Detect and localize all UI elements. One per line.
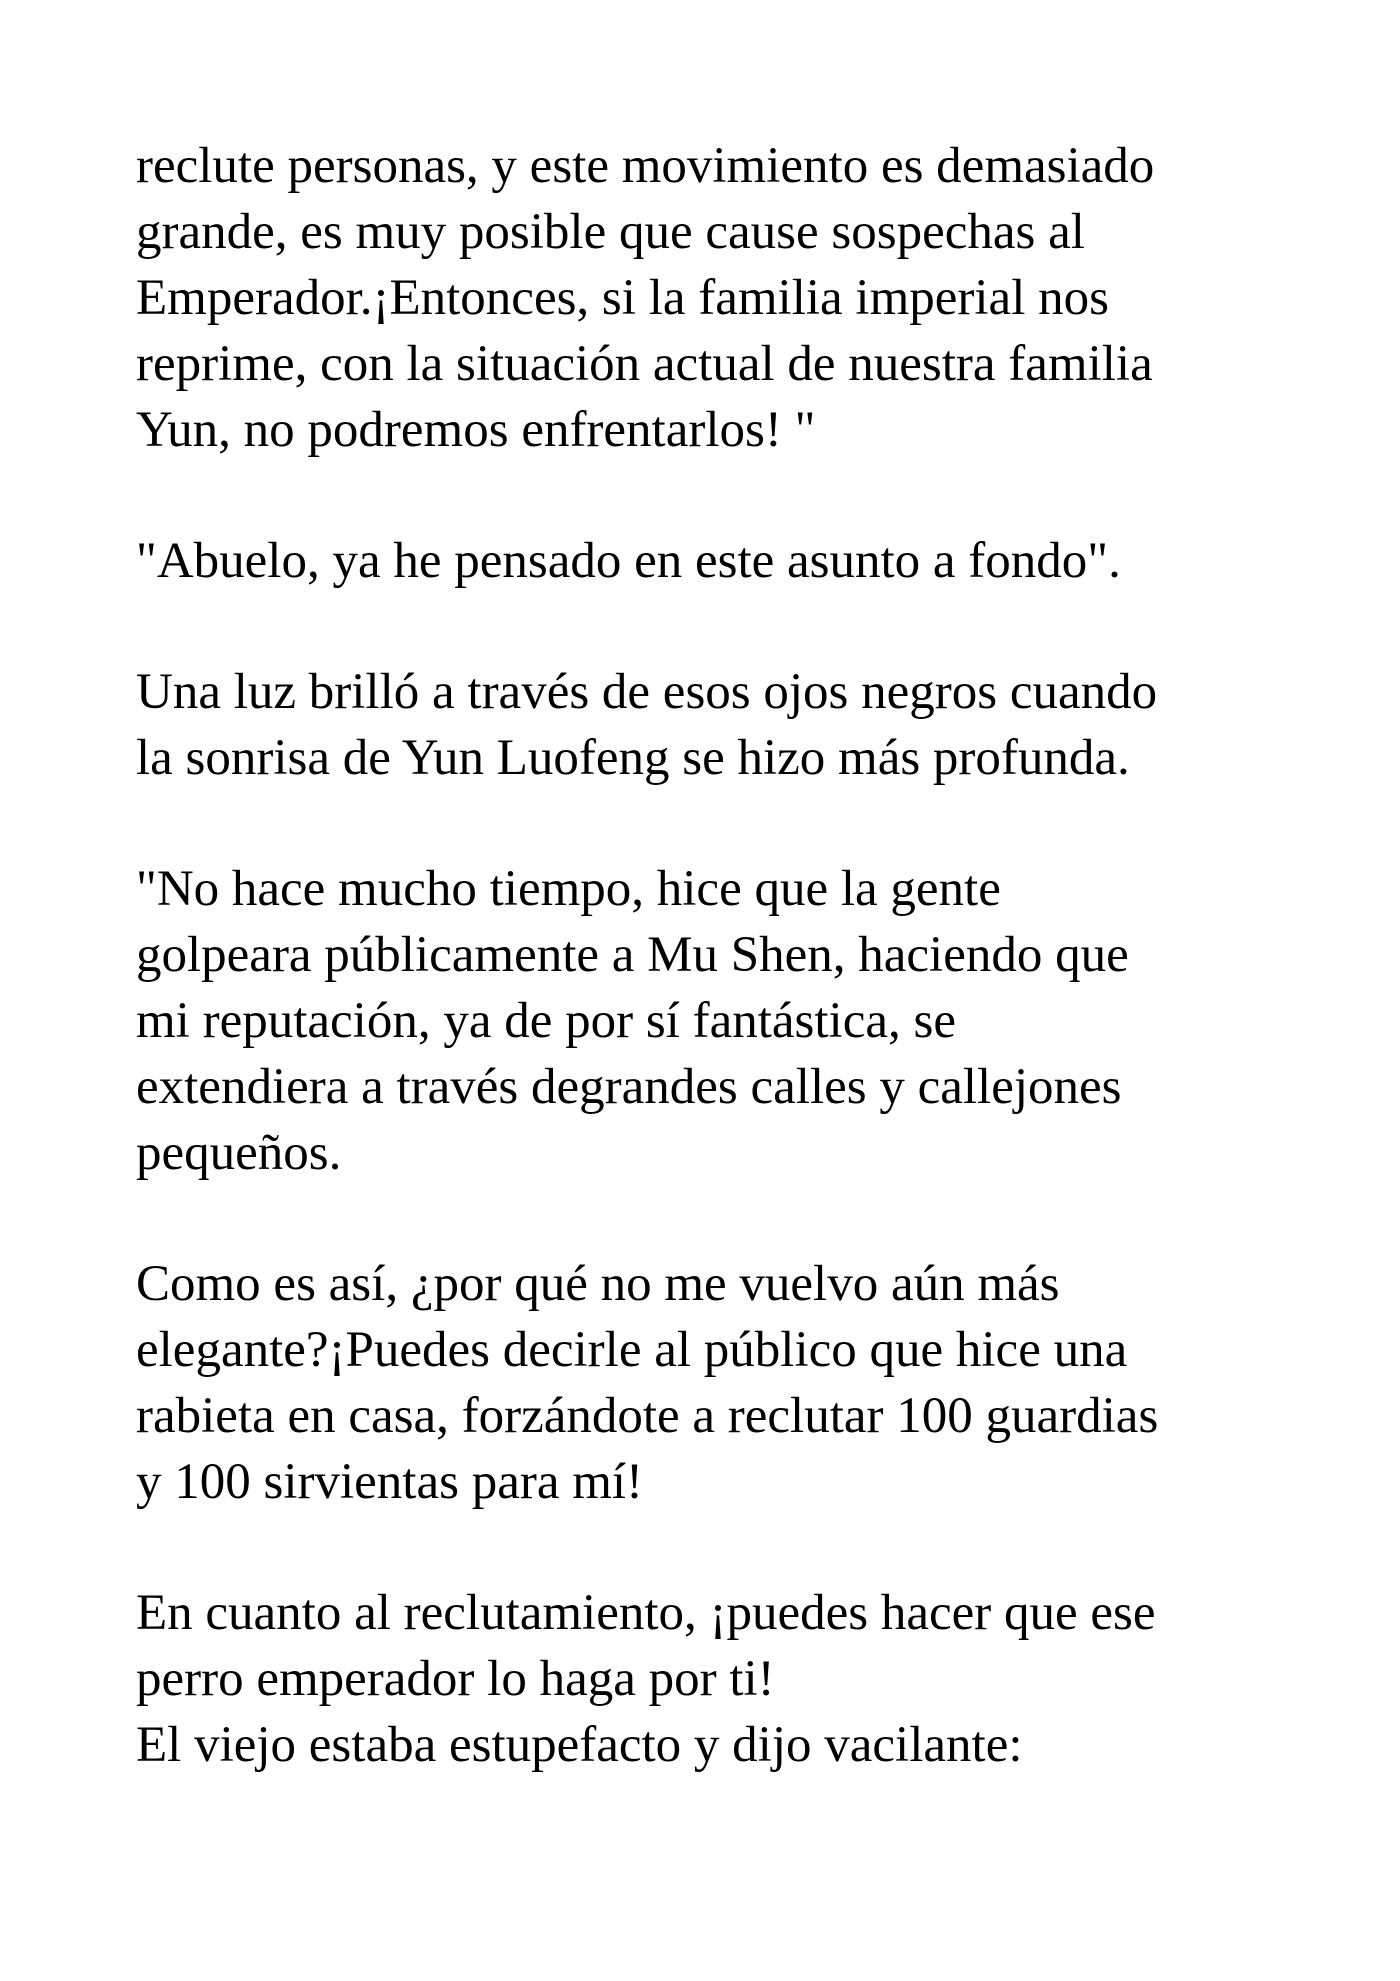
text-line: y 100 sirvientas para mí! (136, 1454, 644, 1510)
text-line: En cuanto al reclutamiento, ¡puedes hacer que ese (136, 1585, 1156, 1641)
text-line: Emperador.¡Entonces, si la familia imperial nos (136, 270, 1109, 326)
text-line: mi reputación, ya de por sí fantástica, se (136, 993, 956, 1049)
text-line: reclute personas, y este movimiento es demasiado (136, 138, 1155, 194)
text-line: perro emperador lo haga por ti! (136, 1651, 775, 1707)
text-line: golpeara públicamente a Mu Shen, haciendo que (136, 927, 1129, 983)
text-line: elegante?¡Puedes decirle al público que hice una (136, 1322, 1128, 1378)
paragraph-1 (136, 133, 1336, 463)
paragraph-2 (136, 528, 1336, 594)
text-line: reprime, con la situación actual de nuestra familia (136, 336, 1153, 392)
text-line: Yun, no podremos enfrentarlos! " (136, 402, 816, 458)
paragraph-6 (136, 1580, 1336, 1712)
text-line: Una luz brilló a través de esos ojos negros cuando (136, 664, 1158, 720)
text-line: "Abuelo, ya he pensado en este asunto a fondo". (136, 533, 1121, 589)
paragraph-7 (136, 1712, 1336, 1778)
text-line: extendiera a través degrandes calles y callejones (136, 1059, 1122, 1115)
text-line: El viejo estaba estupefacto y dijo vacilante: (136, 1717, 1023, 1773)
text-line: "No hace mucho tiempo, hice que la gente (136, 861, 1001, 917)
paragraph-4 (136, 856, 1336, 1186)
text-line: rabieta en casa, forzándote a reclutar 100 guardias (136, 1388, 1159, 1444)
text-line: pequeños. (136, 1125, 342, 1181)
text-line: grande, es muy posible que cause sospechas al (136, 204, 1085, 260)
paragraph-3 (136, 659, 1336, 791)
text-line: la sonrisa de Yun Luofeng se hizo más profunda. (136, 730, 1130, 786)
text-body (136, 133, 1336, 1843)
paragraph-5 (136, 1251, 1336, 1515)
text-line: Como es así, ¿por qué no me vuelvo aún más (136, 1256, 1060, 1312)
